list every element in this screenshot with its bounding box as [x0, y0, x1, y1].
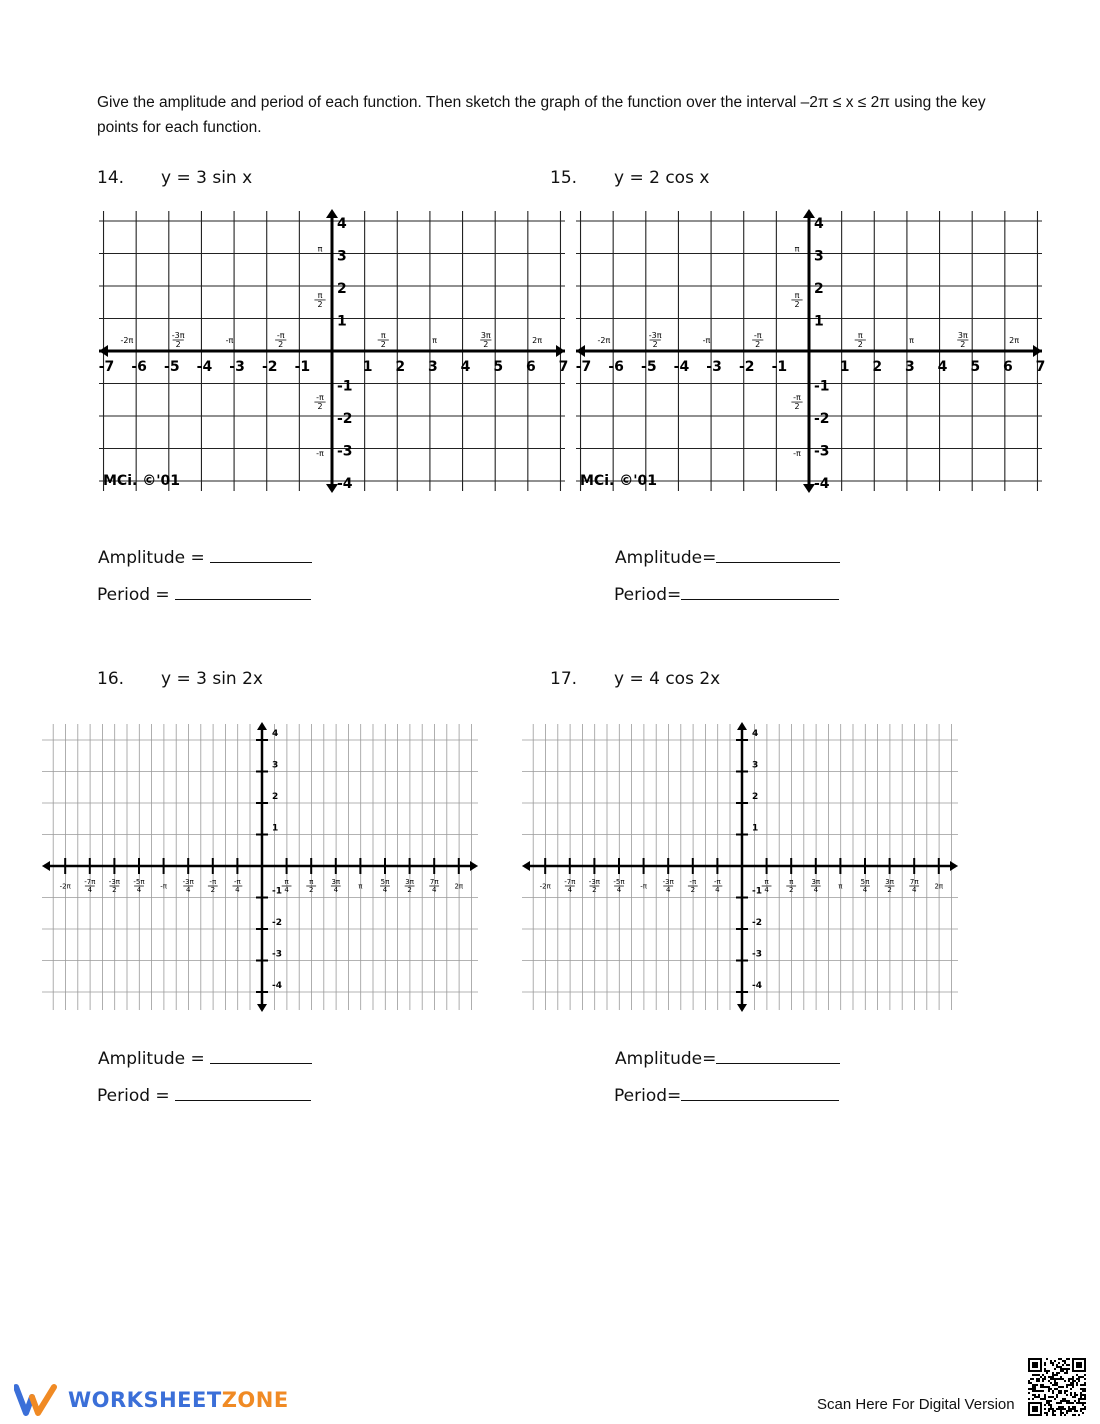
x-axis-arrow-left [522, 861, 530, 871]
x-tick-label [713, 878, 723, 894]
x-tick-label: -6 [608, 359, 624, 375]
amplitude-15 [615, 544, 840, 568]
svg-text:-2π: -2π [597, 335, 611, 345]
amplitude-label: Amplitude= [615, 548, 717, 568]
x-tick-label [909, 878, 919, 894]
x-pi-label [909, 336, 914, 345]
svg-text:-π: -π [276, 331, 285, 340]
amplitude-label: Amplitude = [98, 1049, 211, 1069]
brand-first: WORKSHEET [68, 1388, 222, 1412]
brand-logo[interactable] [14, 1383, 289, 1417]
x-tick-label: -3 [706, 359, 722, 375]
x-tick-label: -1 [771, 359, 788, 375]
x-tick-label: 7 [558, 359, 569, 375]
y-tick-label: -3 [272, 949, 282, 960]
svg-text:2: 2 [755, 340, 761, 349]
x-tick-label: -2 [738, 359, 755, 375]
svg-text:4: 4 [911, 886, 917, 894]
y-pi-label [791, 393, 802, 411]
x-tick-label [811, 878, 821, 894]
svg-text:-π: -π [316, 393, 324, 403]
x-axis-arrow-left [42, 861, 50, 871]
svg-text:2π: 2π [934, 882, 944, 891]
x-axis-arrow-right [470, 861, 478, 871]
period-blank[interactable] [681, 581, 839, 600]
svg-text:2: 2 [690, 886, 696, 894]
x-pi-label [432, 336, 437, 345]
svg-text:-2π: -2π [539, 882, 551, 891]
svg-text:-5π: -5π [133, 878, 145, 886]
amplitude-label: Amplitude= [615, 1049, 717, 1069]
graph-credit: MCi. ©'01 [103, 473, 180, 489]
y-tick-label: -2 [337, 411, 353, 427]
y-tick-label: -1 [752, 886, 762, 897]
svg-text:4: 4 [284, 886, 289, 894]
x-tick-label: -1 [294, 359, 311, 375]
svg-text:π: π [358, 882, 363, 891]
svg-text:2: 2 [380, 340, 386, 349]
svg-text:3π: 3π [811, 878, 821, 886]
y-pi-label [793, 449, 801, 458]
svg-text:4: 4 [185, 886, 191, 894]
svg-text:4: 4 [715, 886, 720, 894]
svg-text:π: π [857, 331, 863, 340]
x-tick-label [331, 878, 341, 894]
x-tick-label [183, 878, 195, 894]
svg-text:5π: 5π [380, 878, 390, 886]
x-pi-label [957, 331, 968, 349]
svg-text:-π: -π [702, 335, 711, 345]
period-label: Period = [97, 1086, 176, 1106]
graph-14 [97, 207, 567, 495]
y-tick-label: 4 [337, 216, 347, 232]
x-tick-label: 2 [395, 359, 406, 375]
x-pi-label [480, 331, 491, 349]
y-tick-label: 1 [752, 823, 759, 834]
x-pi-label [703, 336, 711, 345]
problem-number: 17. [550, 669, 578, 689]
period-16 [97, 1082, 311, 1106]
y-tick-label: 1 [814, 313, 824, 330]
y-axis-arrow-bottom [737, 1004, 747, 1012]
x-tick-label [358, 882, 363, 890]
svg-text:-π: -π [689, 878, 697, 886]
y-tick-label: -4 [752, 981, 762, 991]
svg-text:2: 2 [317, 299, 323, 309]
svg-text:π: π [794, 244, 800, 254]
amplitude-16 [98, 1045, 312, 1069]
svg-text:-π: -π [753, 331, 762, 340]
y-pi-label [318, 245, 323, 254]
y-tick-label: 2 [814, 281, 824, 297]
x-tick-label [589, 878, 601, 894]
x-tick-label [838, 882, 843, 890]
svg-text:-3π: -3π [588, 878, 601, 886]
y-axis-arrow-top [737, 722, 747, 730]
svg-text:4: 4 [87, 886, 93, 894]
x-tick-label: 5 [493, 359, 504, 375]
x-tick-label [762, 878, 772, 894]
x-pi-label [598, 336, 611, 345]
y-axis-arrow-top [257, 722, 267, 730]
period-blank[interactable] [175, 1082, 311, 1101]
svg-text:4: 4 [136, 886, 142, 894]
x-pi-label [752, 331, 763, 349]
svg-text:2: 2 [788, 886, 794, 894]
svg-text:-3π: -3π [108, 878, 121, 886]
x-tick-label [282, 878, 292, 894]
x-tick-label [934, 882, 943, 890]
svg-text:2π: 2π [1009, 335, 1020, 345]
x-tick-label: -3 [229, 359, 245, 375]
svg-text:-π: -π [714, 878, 721, 886]
svg-text:π: π [789, 878, 794, 886]
svg-text:4: 4 [665, 886, 671, 894]
svg-text:-π: -π [209, 878, 217, 886]
svg-text:-π: -π [225, 335, 234, 345]
svg-text:4: 4 [764, 886, 769, 894]
svg-text:7π: 7π [909, 878, 919, 886]
x-pi-label [275, 331, 286, 349]
svg-text:-2π: -2π [120, 335, 134, 345]
x-tick-label: 7 [1035, 359, 1046, 375]
period-17 [614, 1082, 839, 1106]
svg-text:π: π [838, 882, 843, 891]
svg-text:-3π: -3π [648, 331, 662, 340]
x-pi-label [121, 336, 134, 345]
svg-text:4: 4 [616, 886, 622, 894]
y-tick-label: -4 [814, 476, 830, 492]
x-tick-label: -6 [131, 359, 147, 375]
y-tick-label: -3 [814, 443, 830, 460]
x-pi-label [172, 331, 185, 349]
x-tick-label: 6 [525, 359, 536, 375]
svg-text:-3π: -3π [171, 331, 185, 340]
y-tick-label: 3 [814, 248, 824, 265]
svg-text:5π: 5π [860, 878, 870, 886]
graph-17 [522, 722, 958, 1012]
amplitude-blank[interactable] [210, 544, 312, 563]
x-tick-label: 2 [872, 359, 883, 375]
svg-text:2: 2 [112, 886, 117, 894]
x-tick-label: -4 [673, 359, 690, 375]
svg-text:4: 4 [235, 886, 240, 894]
svg-text:4: 4 [862, 886, 868, 894]
x-tick-label: 3 [428, 359, 438, 375]
svg-text:2: 2 [308, 886, 314, 894]
y-tick-label: 1 [337, 313, 347, 330]
svg-text:-3π: -3π [182, 878, 194, 886]
x-tick-label: -7 [98, 359, 115, 375]
svg-text:2: 2 [407, 886, 412, 894]
svg-text:2: 2 [210, 886, 216, 894]
x-tick-label [860, 878, 870, 894]
y-tick-label: 4 [752, 729, 759, 739]
y-pi-label [791, 291, 802, 309]
problem-equation: y = 3 sin x [161, 168, 253, 188]
y-tick-label: 4 [814, 216, 824, 232]
x-pi-label [649, 331, 662, 349]
brand-second: ZONE [221, 1388, 289, 1412]
y-axis-arrow-bottom [257, 1004, 267, 1012]
y-tick-label: -1 [337, 378, 353, 395]
amplitude-blank[interactable] [716, 544, 840, 563]
svg-text:2: 2 [857, 340, 863, 349]
graph-16 [42, 722, 478, 1012]
svg-text:π: π [317, 244, 323, 254]
x-tick-label [405, 878, 415, 894]
svg-text:π: π [432, 335, 437, 345]
problem-number: 14. [97, 168, 125, 188]
svg-text:π: π [380, 331, 386, 340]
svg-text:3π: 3π [480, 331, 491, 340]
y-tick-label: -4 [272, 981, 282, 991]
qr-code-icon[interactable] [1028, 1358, 1086, 1416]
svg-text:4: 4 [333, 886, 339, 894]
y-tick-label: -1 [272, 886, 282, 897]
svg-text:4: 4 [567, 886, 573, 894]
x-pi-label [855, 331, 866, 349]
x-tick-label [160, 882, 168, 890]
y-tick-label: -2 [752, 918, 762, 928]
svg-text:π: π [794, 290, 800, 300]
x-tick-label: -7 [575, 359, 592, 375]
svg-text:-2π: -2π [59, 882, 71, 891]
svg-text:2: 2 [794, 402, 800, 412]
y-tick-label: 2 [337, 281, 347, 297]
svg-text:3π: 3π [957, 331, 968, 340]
svg-text:-π: -π [316, 448, 324, 458]
x-tick-label [540, 882, 552, 890]
svg-text:-π: -π [234, 878, 241, 886]
svg-text:-7π: -7π [564, 878, 576, 886]
period-blank[interactable] [175, 581, 311, 600]
period-label: Period= [614, 585, 682, 605]
x-tick-label [133, 878, 145, 894]
x-pi-label [1009, 336, 1019, 345]
svg-text:7π: 7π [429, 878, 439, 886]
y-tick-label: 3 [752, 760, 759, 771]
y-tick-label: -1 [814, 378, 830, 395]
x-tick-label [306, 878, 316, 894]
y-tick-label: 3 [272, 760, 279, 771]
x-pi-label [226, 336, 234, 345]
x-tick-label: -5 [641, 359, 657, 375]
y-tick-label: 2 [752, 792, 759, 802]
svg-text:π: π [284, 878, 289, 886]
x-tick-label: 3 [905, 359, 915, 375]
x-pi-label [378, 331, 389, 349]
y-pi-label [314, 291, 325, 309]
y-tick-label: -4 [337, 476, 353, 492]
period-14 [97, 581, 311, 605]
y-tick-label: 4 [272, 729, 279, 739]
x-tick-label: 1 [362, 359, 373, 375]
x-tick-label [885, 878, 895, 894]
problem-equation: y = 2 cos x [614, 168, 710, 188]
svg-text:2: 2 [592, 886, 597, 894]
y-tick-label: 3 [337, 248, 347, 265]
x-tick-label: 4 [460, 359, 471, 375]
x-pi-label [532, 336, 542, 345]
x-tick-label: 6 [1002, 359, 1013, 375]
svg-text:-3π: -3π [662, 878, 674, 886]
svg-text:2: 2 [278, 340, 284, 349]
problem-number: 16. [97, 669, 125, 689]
y-tick-label: -2 [814, 411, 830, 427]
svg-text:4: 4 [813, 886, 819, 894]
graph-15 [574, 207, 1044, 495]
svg-text:3π: 3π [331, 878, 341, 886]
graph-credit: MCi. ©'01 [580, 473, 657, 489]
problem-equation: y = 3 sin 2x [161, 669, 263, 689]
x-tick-label [109, 878, 121, 894]
x-tick-label [640, 882, 648, 890]
y-tick-label: -2 [272, 918, 282, 928]
problem-number: 15. [550, 168, 578, 188]
x-tick-label: 4 [937, 359, 948, 375]
amplitude-17 [615, 1045, 840, 1069]
svg-text:-π: -π [793, 393, 801, 403]
y-tick-label: 2 [272, 792, 279, 802]
svg-text:3π: 3π [405, 878, 414, 886]
svg-text:4: 4 [431, 886, 437, 894]
amplitude-14 [98, 544, 312, 568]
svg-text:π: π [309, 878, 314, 886]
scan-text: Scan Here For Digital Version [817, 1396, 1015, 1413]
x-tick-label [208, 878, 218, 894]
x-tick-label [84, 878, 96, 894]
period-label: Period = [97, 585, 176, 605]
svg-text:3π: 3π [885, 878, 894, 886]
period-label: Period= [614, 1086, 682, 1106]
svg-text:2: 2 [175, 340, 181, 349]
x-tick-label: -2 [261, 359, 278, 375]
svg-text:2: 2 [483, 340, 489, 349]
x-tick-label: -5 [164, 359, 180, 375]
x-tick-label [613, 878, 625, 894]
svg-text:2: 2 [317, 402, 323, 412]
x-tick-label [663, 878, 675, 894]
period-15 [614, 581, 839, 605]
svg-text:2π: 2π [454, 882, 464, 891]
y-tick-label: -3 [752, 949, 762, 960]
svg-text:π: π [909, 335, 914, 345]
svg-text:π: π [764, 878, 769, 886]
x-tick-label [233, 878, 243, 894]
y-pi-label [316, 449, 324, 458]
x-tick-label: 5 [970, 359, 981, 375]
problem-equation: y = 4 cos 2x [614, 669, 721, 689]
x-tick-label: -4 [196, 359, 213, 375]
svg-text:-π: -π [160, 882, 167, 891]
x-axis-arrow-right [950, 861, 958, 871]
svg-text:2π: 2π [532, 335, 543, 345]
svg-text:2: 2 [887, 886, 892, 894]
svg-text:-7π: -7π [84, 878, 96, 886]
y-tick-label: -3 [337, 443, 353, 460]
x-tick-label [454, 882, 463, 890]
svg-text:π: π [317, 290, 323, 300]
x-tick-label [60, 882, 72, 890]
svg-text:2: 2 [652, 340, 658, 349]
x-tick-label [688, 878, 698, 894]
amplitude-blank[interactable] [716, 1045, 840, 1064]
worksheetzone-logo-icon [14, 1383, 60, 1417]
svg-text:2: 2 [960, 340, 966, 349]
y-pi-label [314, 393, 325, 411]
svg-text:-5π: -5π [613, 878, 625, 886]
svg-text:-π: -π [640, 882, 647, 891]
x-tick-label [380, 878, 390, 894]
amplitude-label: Amplitude = [98, 548, 211, 568]
x-tick-label [564, 878, 576, 894]
y-tick-label: 1 [272, 823, 279, 834]
svg-text:-π: -π [793, 448, 801, 458]
amplitude-blank[interactable] [210, 1045, 312, 1064]
svg-text:4: 4 [382, 886, 388, 894]
x-tick-label [786, 878, 796, 894]
instructions: Give the amplitude and period of each function. Then sketch the graph of the function over the interval –2π ≤ x ≤ 2π using the key points for each function. [97, 94, 986, 136]
svg-text:2: 2 [794, 299, 800, 309]
x-tick-label [429, 878, 439, 894]
x-tick-label: 1 [839, 359, 850, 375]
y-pi-label [795, 245, 800, 254]
period-blank[interactable] [681, 1082, 839, 1101]
